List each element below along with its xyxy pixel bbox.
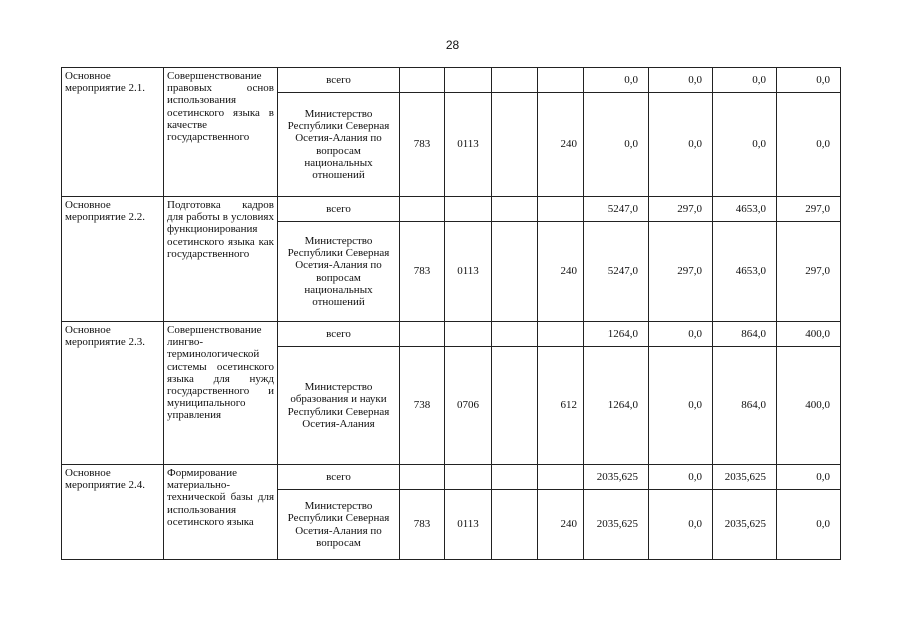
vr-cell: [538, 465, 584, 490]
csr-cell: [492, 93, 538, 197]
value-total-1: 0,0: [584, 68, 649, 93]
activity-label: Основное мероприятие 2.2.: [62, 197, 164, 322]
csr-cell: [492, 347, 538, 465]
grbs-cell: [400, 197, 445, 222]
value-4: 0,0: [777, 93, 841, 197]
value-2: 0,0: [649, 347, 713, 465]
vr-cell: 612: [538, 347, 584, 465]
value-3: 864,0: [713, 322, 777, 347]
value-4: 297,0: [777, 197, 841, 222]
executor-name: Министерство Республики Северная Осетия-Алания по вопросам национальных отношений: [278, 93, 400, 197]
value-total-1: 5247,0: [584, 222, 649, 322]
activity-description: Совершенствование лингво-терминологической системы осетинского языка для нужд государственного и муниципального управления: [164, 322, 278, 465]
activity-description: Совершенствование правовых основ использования осетинского языка в качестве государственного: [164, 68, 278, 197]
csr-cell: [492, 465, 538, 490]
csr-cell: [492, 222, 538, 322]
activity-label: Основное мероприятие 2.4.: [62, 465, 164, 560]
rzpr-cell: [445, 68, 492, 93]
csr-cell: [492, 197, 538, 222]
value-3: 0,0: [713, 93, 777, 197]
grbs-cell: 783: [400, 490, 445, 560]
executor-name: Министерство образования и науки Республики Северная Осетия-Алания: [278, 347, 400, 465]
value-total-1: 1264,0: [584, 322, 649, 347]
value-4: 400,0: [777, 347, 841, 465]
grbs-cell: 783: [400, 93, 445, 197]
rzpr-cell: 0113: [445, 222, 492, 322]
csr-cell: [492, 490, 538, 560]
value-3: 4653,0: [713, 222, 777, 322]
csr-cell: [492, 322, 538, 347]
grbs-cell: 738: [400, 347, 445, 465]
grbs-cell: 783: [400, 222, 445, 322]
value-3: 2035,625: [713, 490, 777, 560]
activity-label: Основное мероприятие 2.1.: [62, 68, 164, 197]
value-total-1: 1264,0: [584, 347, 649, 465]
value-2: 0,0: [649, 322, 713, 347]
budget-table: [61, 67, 841, 560]
value-4: 0,0: [777, 68, 841, 93]
executor-total: всего: [278, 465, 400, 490]
activity-label: Основное мероприятие 2.3.: [62, 322, 164, 465]
grbs-cell: [400, 465, 445, 490]
rzpr-cell: [445, 322, 492, 347]
value-total-1: 5247,0: [584, 197, 649, 222]
vr-cell: 240: [538, 93, 584, 197]
value-2: 297,0: [649, 222, 713, 322]
value-3: 2035,625: [713, 465, 777, 490]
table-row: [62, 465, 841, 490]
value-2: 0,0: [649, 68, 713, 93]
value-3: 4653,0: [713, 197, 777, 222]
value-2: 297,0: [649, 197, 713, 222]
activity-description: Подготовка кадров для работы в условиях функционирования осетинского языка как государственного: [164, 197, 278, 322]
rzpr-cell: [445, 197, 492, 222]
value-4: 0,0: [777, 490, 841, 560]
value-4: 400,0: [777, 322, 841, 347]
rzpr-cell: 0113: [445, 490, 492, 560]
grbs-cell: [400, 68, 445, 93]
value-total-1: 2035,625: [584, 465, 649, 490]
activity-description: Формирование материально-технической базы для использования осетинского языка: [164, 465, 278, 560]
executor-total: всего: [278, 322, 400, 347]
value-2: 0,0: [649, 490, 713, 560]
table-row: [62, 322, 841, 347]
executor-name: Министерство Республики Северная Осетия-Алания по вопросам: [278, 490, 400, 560]
value-2: 0,0: [649, 465, 713, 490]
value-total-1: 0,0: [584, 93, 649, 197]
rzpr-cell: 0706: [445, 347, 492, 465]
rzpr-cell: 0113: [445, 93, 492, 197]
vr-cell: [538, 68, 584, 93]
table-row: [62, 68, 841, 93]
vr-cell: 240: [538, 222, 584, 322]
value-4: 297,0: [777, 222, 841, 322]
executor-total: всего: [278, 197, 400, 222]
executor-total: всего: [278, 68, 400, 93]
page-number: 28: [445, 38, 460, 52]
vr-cell: [538, 197, 584, 222]
value-total-1: 2035,625: [584, 490, 649, 560]
csr-cell: [492, 68, 538, 93]
value-2: 0,0: [649, 93, 713, 197]
grbs-cell: [400, 322, 445, 347]
table-row: [62, 197, 841, 222]
executor-name: Министерство Республики Северная Осетия-Алания по вопросам национальных отношений: [278, 222, 400, 322]
value-3: 0,0: [713, 68, 777, 93]
value-3: 864,0: [713, 347, 777, 465]
rzpr-cell: [445, 465, 492, 490]
vr-cell: [538, 322, 584, 347]
vr-cell: 240: [538, 490, 584, 560]
value-4: 0,0: [777, 465, 841, 490]
